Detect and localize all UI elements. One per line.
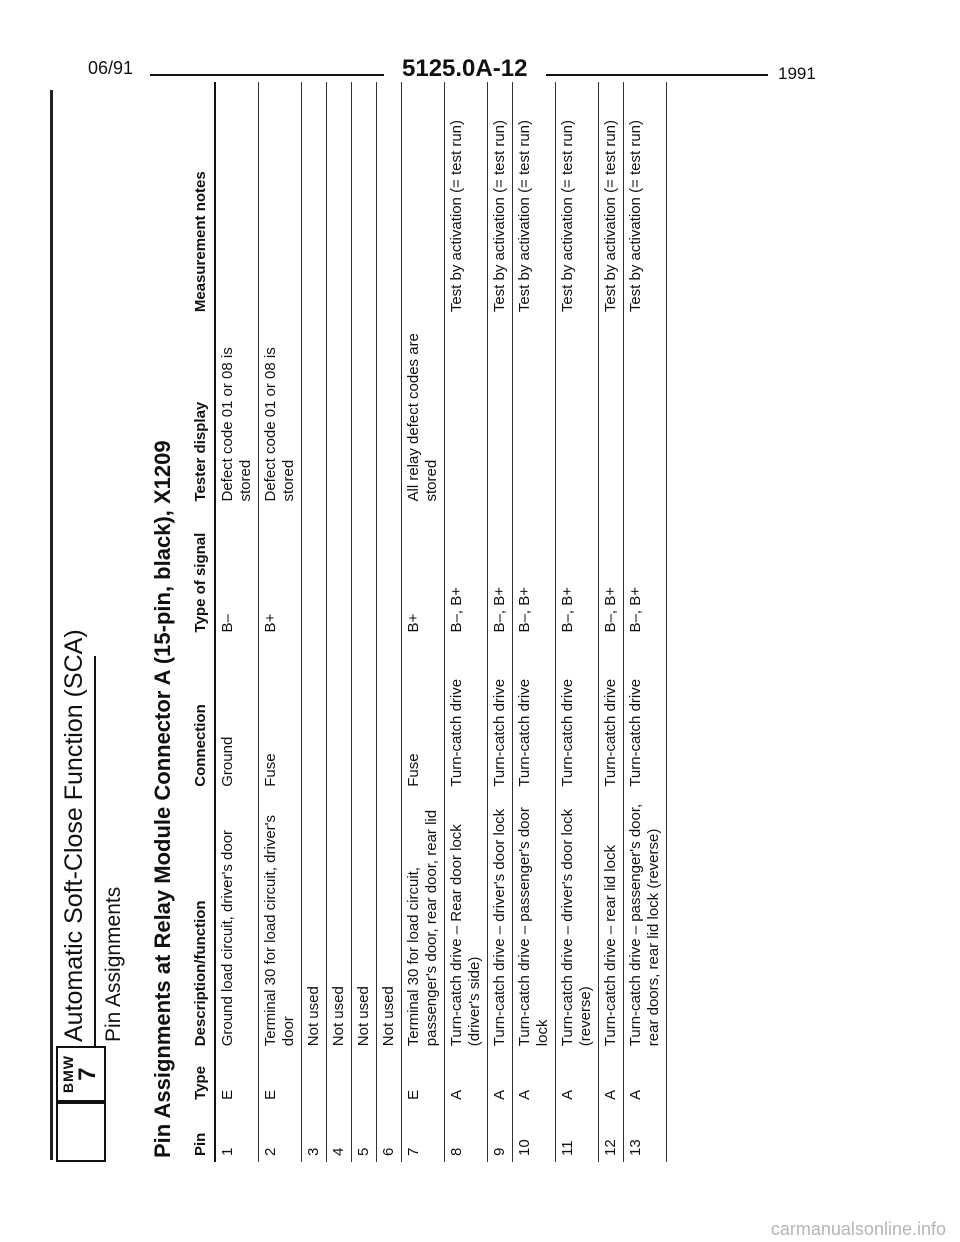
column-header-signal-type: Type of signal xyxy=(190,508,215,639)
cell-type xyxy=(302,1052,327,1106)
title-rule xyxy=(94,656,96,1046)
cell-tester-display xyxy=(599,318,624,507)
table-row xyxy=(513,82,556,1162)
table-row xyxy=(402,82,445,1162)
cell-connection: Ground xyxy=(215,638,259,792)
table-row xyxy=(556,82,599,1162)
cell-connection xyxy=(377,638,402,792)
cell-tester-display xyxy=(377,318,402,507)
cell-connection: Turn-catch drive xyxy=(445,638,488,792)
cell-tester-display xyxy=(445,318,488,507)
cell-type: A xyxy=(488,1052,513,1106)
header-rule-left xyxy=(150,74,384,76)
cell-connection: Turn-catch drive xyxy=(513,638,556,792)
document-title: Automatic Soft-Close Function (SCA) xyxy=(60,629,88,1042)
cell-description: Turn-catch drive – driver's door lock (reverse) xyxy=(556,793,599,1053)
cell-signal-type: B+ xyxy=(259,508,302,639)
logo-blank-box xyxy=(56,1102,106,1162)
column-header-type: Type xyxy=(190,1052,215,1106)
cell-measurement-notes xyxy=(302,82,327,318)
cell-tester-display xyxy=(556,318,599,507)
cell-connection: Fuse xyxy=(402,638,445,792)
cell-measurement-notes: Test by activation (= test run) xyxy=(624,82,667,318)
cell-signal-type xyxy=(302,508,327,639)
cell-pin: 3 xyxy=(302,1106,327,1162)
column-header-pin: Pin xyxy=(190,1106,215,1162)
table-row xyxy=(302,82,327,1162)
cell-tester-display xyxy=(624,318,667,507)
cell-type xyxy=(352,1052,377,1106)
cell-pin: 4 xyxy=(327,1106,352,1162)
cell-measurement-notes xyxy=(402,82,445,318)
table-row xyxy=(599,82,624,1162)
header-rule-right xyxy=(546,74,768,76)
section-title: Pin Assignments at Relay Module Connector A (15-pin, black), X1209 xyxy=(150,440,175,1158)
cell-description: Turn-catch drive – Rear door lock (driver's side) xyxy=(445,793,488,1053)
cell-description: Terminal 30 for load circuit, driver's door xyxy=(259,793,302,1053)
cell-type: A xyxy=(624,1052,667,1106)
cell-description: Turn-catch drive – passenger's door lock xyxy=(513,793,556,1053)
cell-signal-type: B–, B+ xyxy=(624,508,667,639)
cell-pin: 2 xyxy=(259,1106,302,1162)
cell-connection: Turn-catch drive xyxy=(599,638,624,792)
cell-type: A xyxy=(513,1052,556,1106)
cell-tester-display xyxy=(513,318,556,507)
cell-type xyxy=(377,1052,402,1106)
cell-measurement-notes: Test by activation (= test run) xyxy=(556,82,599,318)
cell-type: E xyxy=(259,1052,302,1106)
cell-description: Not used xyxy=(377,793,402,1053)
cell-signal-type: B–, B+ xyxy=(445,508,488,639)
table-row xyxy=(488,82,513,1162)
cell-signal-type: B+ xyxy=(402,508,445,639)
cell-description: Not used xyxy=(352,793,377,1053)
cell-tester-display: All relay defect codes are stored xyxy=(402,318,445,507)
table-row xyxy=(327,82,352,1162)
cell-signal-type: B–, B+ xyxy=(488,508,513,639)
cell-connection: Turn-catch drive xyxy=(624,638,667,792)
cell-signal-type xyxy=(352,508,377,639)
cell-connection: Turn-catch drive xyxy=(556,638,599,792)
cell-measurement-notes xyxy=(377,82,402,318)
cell-description: Not used xyxy=(302,793,327,1053)
rotated-content xyxy=(56,82,776,1162)
table-header-row xyxy=(190,82,215,1162)
cell-measurement-notes xyxy=(327,82,352,318)
cell-measurement-notes: Test by activation (= test run) xyxy=(513,82,556,318)
cell-type xyxy=(327,1052,352,1106)
page-margin-rule xyxy=(50,90,53,1160)
column-header-description: Description/function xyxy=(190,793,215,1053)
header-date: 06/91 xyxy=(88,58,134,78)
cell-description: Turn-catch drive – passenger's door, rear doors, rear lid lock (reverse) xyxy=(624,793,667,1053)
table-body xyxy=(215,82,667,1162)
cell-pin: 9 xyxy=(488,1106,513,1162)
cell-type: E xyxy=(215,1052,259,1106)
cell-connection xyxy=(302,638,327,792)
table-row xyxy=(445,82,488,1162)
table-row xyxy=(215,82,259,1162)
cell-pin: 1 xyxy=(215,1106,259,1162)
cell-tester-display xyxy=(488,318,513,507)
column-header-measurement-notes: Measurement notes xyxy=(190,82,215,318)
cell-type: A xyxy=(445,1052,488,1106)
cell-type: A xyxy=(556,1052,599,1106)
header-year: 1991 xyxy=(778,64,816,83)
cell-pin: 10 xyxy=(513,1106,556,1162)
cell-measurement-notes xyxy=(352,82,377,318)
cell-connection xyxy=(352,638,377,792)
cell-description: Not used xyxy=(327,793,352,1053)
cell-description: Terminal 30 for load circuit, passenger's door, rear door, rear lid xyxy=(402,793,445,1053)
cell-description: Turn-catch drive – rear lid lock xyxy=(599,793,624,1053)
cell-description: Turn-catch drive – driver's door lock xyxy=(488,793,513,1053)
cell-signal-type: B–, B+ xyxy=(513,508,556,639)
cell-tester-display xyxy=(352,318,377,507)
column-header-tester-display: Tester display xyxy=(190,318,215,507)
cell-pin: 13 xyxy=(624,1106,667,1162)
column-header-connection: Connection xyxy=(190,638,215,792)
cell-pin: 11 xyxy=(556,1106,599,1162)
cell-tester-display xyxy=(302,318,327,507)
cell-tester-display: Defect code 01 or 08 is stored xyxy=(259,318,302,507)
cell-measurement-notes xyxy=(215,82,259,318)
cell-signal-type: B–, B+ xyxy=(556,508,599,639)
cell-pin: 8 xyxy=(445,1106,488,1162)
cell-signal-type: B–, B+ xyxy=(599,508,624,639)
cell-connection: Fuse xyxy=(259,638,302,792)
table-row xyxy=(259,82,302,1162)
bmw-group-number: 7 xyxy=(74,1067,101,1081)
cell-signal-type xyxy=(327,508,352,639)
cell-signal-type xyxy=(377,508,402,639)
bmw-group-badge xyxy=(56,1046,106,1102)
cell-pin: 7 xyxy=(402,1106,445,1162)
cell-measurement-notes: Test by activation (= test run) xyxy=(488,82,513,318)
cell-description: Ground load circuit, driver's door xyxy=(215,793,259,1053)
pin-assignment-table xyxy=(190,82,667,1162)
cell-measurement-notes: Test by activation (= test run) xyxy=(599,82,624,318)
cell-pin: 5 xyxy=(352,1106,377,1162)
bmw-brand-label: BMW xyxy=(60,1055,76,1093)
table-row xyxy=(377,82,402,1162)
cell-connection: Turn-catch drive xyxy=(488,638,513,792)
cell-signal-type: B– xyxy=(215,508,259,639)
cell-pin: 6 xyxy=(377,1106,402,1162)
cell-type: E xyxy=(402,1052,445,1106)
cell-measurement-notes xyxy=(259,82,302,318)
document-subtitle: Pin Assignments xyxy=(102,886,125,1042)
watermark: carmanualsonline.info xyxy=(770,1219,946,1239)
cell-tester-display xyxy=(327,318,352,507)
table-row xyxy=(352,82,377,1162)
cell-type: A xyxy=(599,1052,624,1106)
cell-measurement-notes: Test by activation (= test run) xyxy=(445,82,488,318)
cell-tester-display: Defect code 01 or 08 is stored xyxy=(215,318,259,507)
cell-pin: 12 xyxy=(599,1106,624,1162)
header-code: 5125.0A-12 xyxy=(402,55,528,82)
cell-connection xyxy=(327,638,352,792)
table-row xyxy=(624,82,667,1162)
